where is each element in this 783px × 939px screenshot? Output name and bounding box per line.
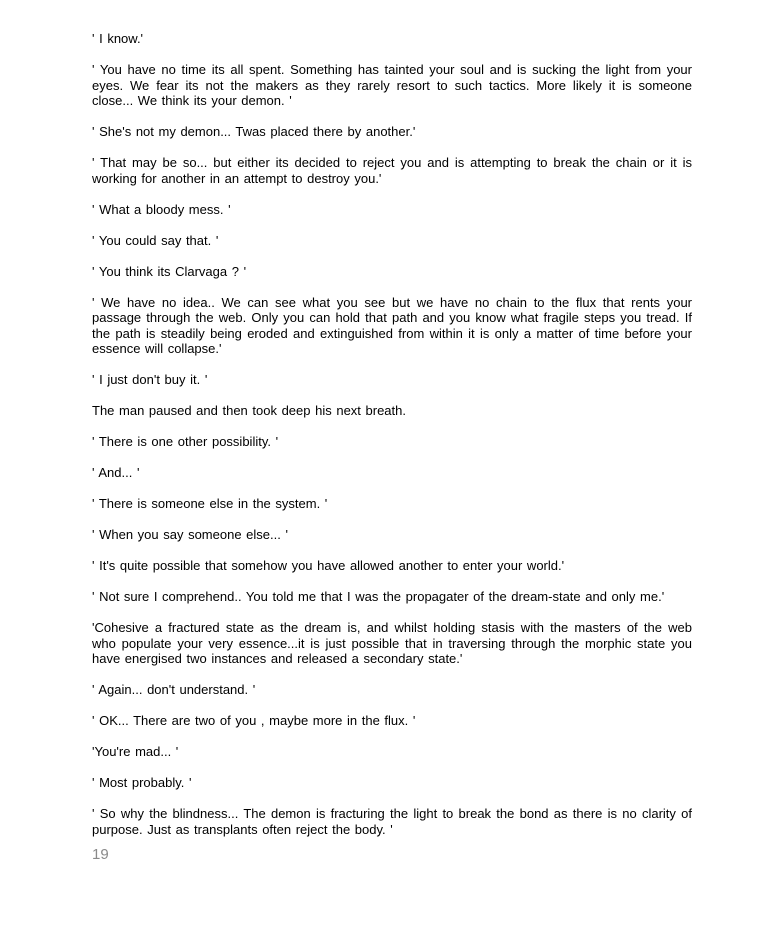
dialogue-paragraph: ' You have no time its all spent. Something has tainted your soul and is sucking the light from your eyes. We fear its not the makers as they rarely resort to such tactics. More likely it is someone close... We think its your demon. ': [92, 62, 692, 108]
dialogue-paragraph: ' When you say someone else... ': [92, 527, 288, 542]
dialogue-paragraph: ' Most probably. ': [92, 775, 192, 790]
dialogue-paragraph: ' I just don't buy it. ': [92, 372, 208, 387]
dialogue-paragraph: ' There is someone else in the system. ': [92, 496, 328, 511]
dialogue-paragraph: ' It's quite possible that somehow you have allowed another to enter your world.': [92, 558, 565, 573]
dialogue-paragraph: ' You think its Clarvaga ? ': [92, 263, 247, 279]
dialogue-paragraph: 'Cohesive a fractured state as the dream is, and whilst holding stasis with the masters of the web who populate your very essence...it is just possible that in traversing through the morphic state you have energised two instances and released a secondary state.': [92, 620, 692, 666]
dialogue-paragraph: ' And... ': [92, 465, 140, 480]
dialogue-paragraph: 'You're mad... ': [92, 744, 179, 759]
dialogue-paragraph: ' That may be so... but either its decided to reject you and is attempting to break the chain or it is working for another in an attempt to destroy you.': [92, 155, 692, 186]
dialogue-paragraph: ' Not sure I comprehend.. You told me that I was the propagater of the dream-state and only me.': [92, 589, 665, 604]
dialogue-paragraph: ' So why the blindness... The demon is fracturing the light to break the bond as there is no clarity of purpose. Just as transplants often reject the body. ': [92, 806, 692, 837]
dialogue-paragraph: ' There is one other possibility. ': [92, 434, 279, 449]
page-number: 19: [92, 845, 109, 863]
dialogue-paragraph: ' You could say that. ': [92, 232, 219, 248]
dialogue-paragraph: ' OK... There are two of you , maybe more in the flux. ': [92, 713, 416, 728]
dialogue-paragraph: ' She's not my demon... Twas placed there by another.': [92, 124, 416, 139]
narration-paragraph: The man paused and then took deep his next breath.: [92, 403, 406, 418]
dialogue-paragraph: ' I know.': [92, 31, 144, 46]
dialogue-paragraph: ' What a bloody mess. ': [92, 201, 231, 217]
dialogue-paragraph: ' Again... don't understand. ': [92, 682, 256, 697]
dialogue-paragraph: ' We have no idea.. We can see what you see but we have no chain to the flux that rents your passage through the web. Only you can hold that path and you know what fragile steps you tread. If the path is steadily being eroded and extinguished from within it is only a matter of time before your essence will collapse.': [92, 294, 692, 356]
